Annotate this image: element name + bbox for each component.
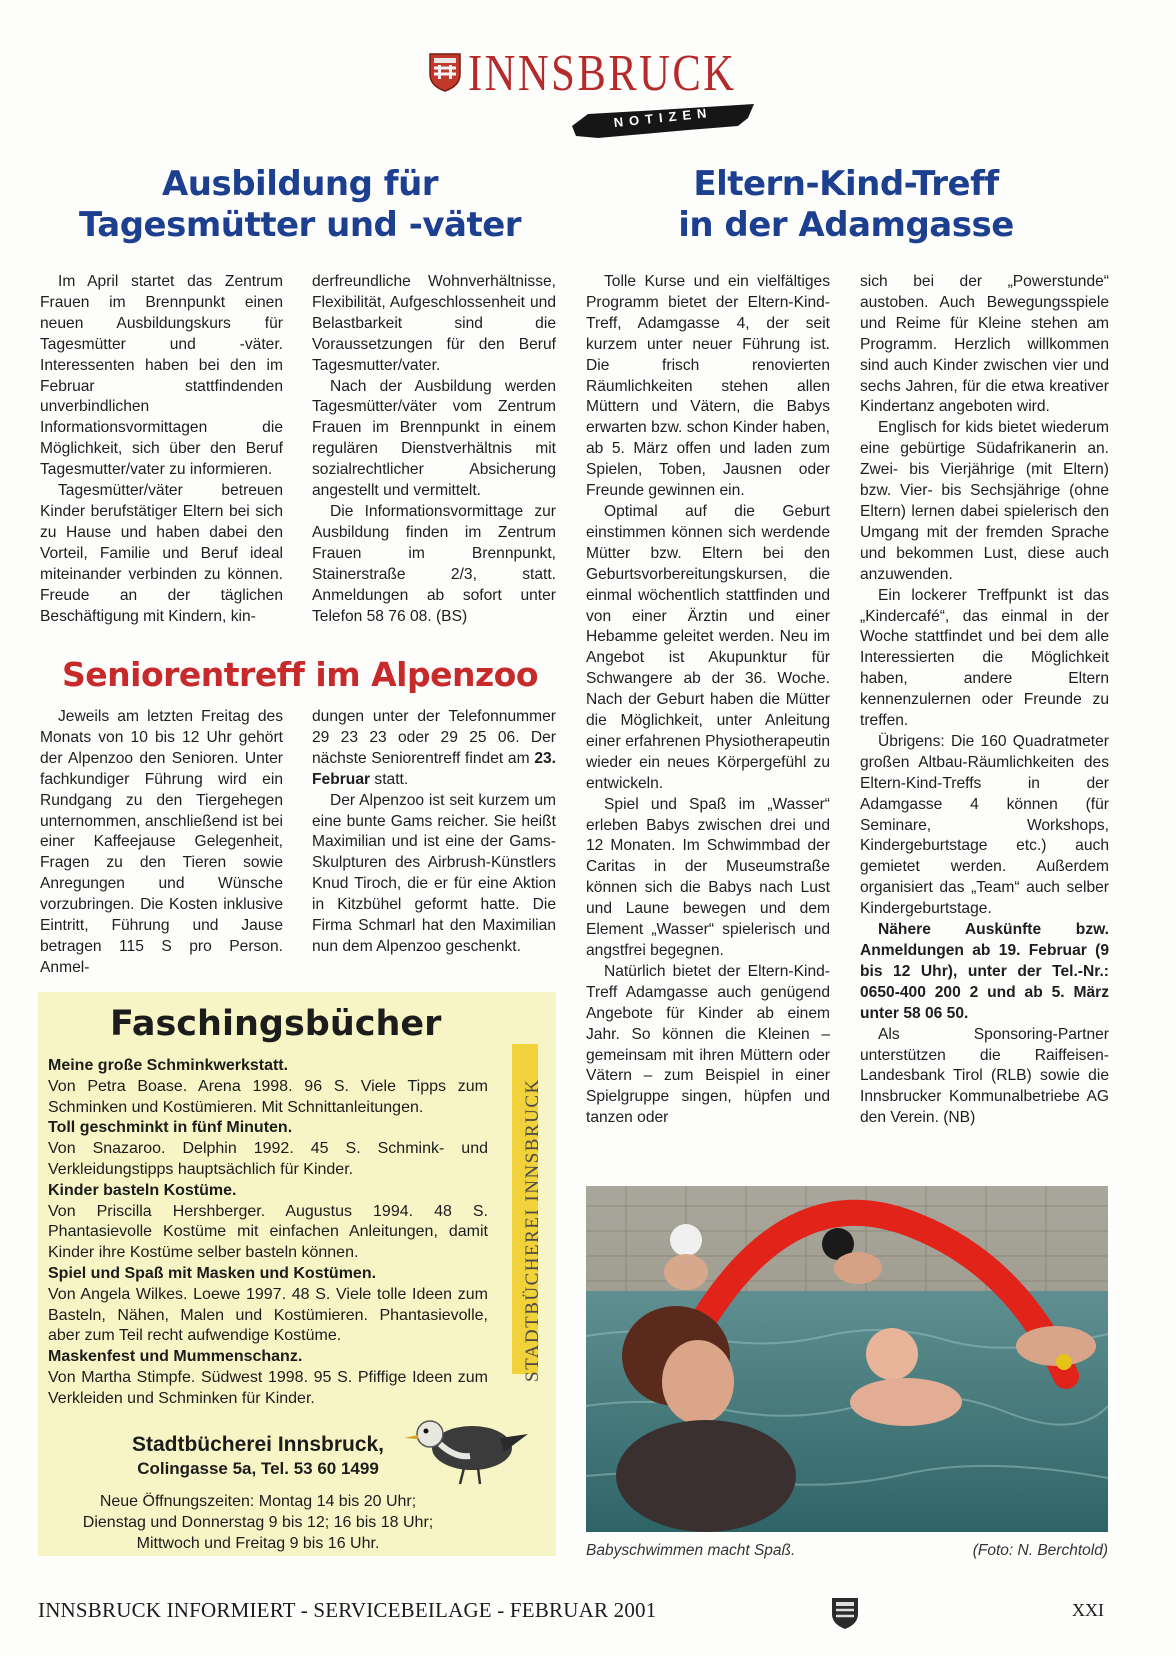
headline-tagesmuetter: [40, 164, 560, 246]
masthead: [428, 44, 748, 140]
paragraph: Tolle Kurse und ein vielfältiges Programm bietet der Eltern-Kind-Treff, Adamgasse 4, der seit kurzem unter neuer Führung ist. Die frisch renovierten Räumlichkeiten stehen allen Müttern und Vätern, die Babys erwarten bzw. schon Kinder haben, ab 5. März offen und laden zum Spielen, Toben, Jausnen oder Freunde gewinnen ein.: [586, 273, 830, 500]
contact-info: Nähere Auskünfte bzw. Anmeldungen ab 19. Februar (9 bis 12 Uhr), unter der Tel.-Nr.: 0650-400 200 2 und ab 5. März unter 58 06 50.: [860, 921, 1109, 1022]
hours-line: Mittwoch und Freitag 9 bis 16 Uhr.: [136, 1534, 380, 1552]
paragraph: [312, 707, 556, 791]
masthead-subtitle: NOTIZEN: [612, 104, 714, 131]
photo-caption: Babyschwimmen macht Spaß.: [586, 1542, 796, 1559]
book-item: [48, 1264, 488, 1347]
book-description: Von Martha Stimpfe. Südwest 1998. 95 S. Pfiffige Ideen zum Verkleiden und Schminken für Kinder.: [48, 1368, 488, 1407]
opening-hours: [38, 1492, 478, 1554]
babyschwimmen-photo: [586, 1186, 1108, 1532]
paragraph: Jeweils am letzten Freitag des Monats von 10 bis 12 Uhr gehört der Alpenzoo den Senioren. Unter fachkundiger Führung wird ein Rundgang zu den Tiergehegen unternommen, anschließend ist bei einer Kaffeejause Gelegenheit, Fragen zu den Tieren sowie Anregungen und Wünsche vorzubringen. Die Kosten inklusive Eintritt, Führung und Jause betragen 115 S pro Person. Anmel-: [40, 708, 283, 976]
book-title: Toll geschminkt in fünf Minuten.: [48, 1119, 293, 1137]
book-description: Von Angela Wilkes. Loewe 1997. 48 S. Viele tolle Ideen zum Basteln, Nähen, Malen und Kostümieren. Phantasievolle, aber zum Teil recht aufwendige Kostüme.: [48, 1285, 488, 1345]
headline-line-1: Eltern-Kind-Treff: [693, 164, 999, 204]
innsbruck-crest-icon: [428, 52, 462, 92]
elternkind-column-2: [860, 272, 1109, 1129]
faschingsbuecher-box: [38, 992, 556, 1556]
paragraph: Der Alpenzoo ist seit kurzem um eine bunte Gams reicher. Sie heißt Maximilian und ist eine der Gams-Skulpturen des Airbrush-Künstlers Knud Tiroch, die er für eine Aktion in Kitzbühel geformt hatte. Die Firma Schmarl hat den Maximilian nun dem Alpenzoo geschenkt.: [312, 791, 556, 955]
masthead-title: INNSBRUCK: [468, 45, 737, 102]
paragraph: derfreundliche Wohnverhältnisse, Flexibilität, Aufgeschlossenheit und Belastbarkeit sind die Voraussetzungen für den Beruf Tagesmutter/vater.: [312, 273, 556, 374]
tagesmuetter-column-1: [40, 272, 283, 627]
book-item: [48, 1347, 488, 1409]
headline-line-2: in der Adamgasse: [678, 205, 1014, 245]
library-street: Colingasse 5a, Tel. 53 60 1499: [137, 1459, 379, 1478]
headline-line-1: Ausbildung für: [161, 164, 439, 204]
tagesmuetter-column-2: [312, 272, 556, 627]
text-run: statt.: [370, 770, 409, 788]
hours-line: Neue Öffnungszeiten: Montag 14 bis 20 Uhr;: [99, 1493, 417, 1510]
paragraph: Tagesmütter/väter betreuen Kinder berufstätiger Eltern bei sich zu Hause und haben dabei den Vorteil, Familie und Beruf ideal miteinander verbinden zu können. Freude an der täglichen Beschäftigung mit Kindern, kin-: [40, 482, 283, 625]
paragraph: Nach der Ausbildung werden Tagesmütter/väter vom Zentrum Frauen im Brennpunkt in einem regulären Dienstverhältnis mit sozialrechtlicher Absicherung angestellt und vermittelt.: [312, 377, 556, 500]
paragraph: Als Sponsoring-Partner unterstützen die Raiffeisen-Landesbank Tirol (RLB) sowie die Innsbrucker Kommunalbetriebe AG den Verein. (NB): [860, 1025, 1109, 1127]
headline-seniorentreff: Seniorentreff im Alpenzoo: [62, 655, 538, 694]
stadtbuecherei-side-label: STADTBÜCHEREI INNSBRUCK: [522, 1078, 543, 1382]
faschingsbuecher-title: Faschingsbücher: [110, 1004, 442, 1044]
paragraph: Im April startet das Zentrum Frauen im Brennpunkt einen neuen Ausbildungskurs für Tagesmütter und -väter. Interessenten haben bei den im Februar stattfindenden unverbindlichen Informationsvormittagen die Möglichkeit, sich über den Beruf Tagesmutter/vater zu informieren.: [40, 273, 283, 479]
book-title: Kinder basteln Kostüme.: [48, 1181, 237, 1199]
book-item: [48, 1181, 488, 1264]
seniorentreff-column-1: [40, 707, 283, 979]
paragraph: Natürlich bietet der Eltern-Kind-Treff Adamgasse auch genügend Angebote für Kinder ab einem Jahr. So können die Kleinen – gemeinsam mit ihren Müttern oder Vätern – zum Beispiel in einer Spielgruppe singen, hüpfen und tanzen oder: [586, 962, 830, 1127]
paragraph: Ein lockerer Treffpunkt ist das „Kindercafé“, das einmal in der Woche stattfindet und bei dem alle Interessierten die Möglichkeit haben, andere Eltern kennenzulernen oder Freunde zu treffen.: [860, 586, 1109, 730]
book-description: Von Snazaroo. Delphin 1992. 45 S. Schmink- und Verkleidungstipps hauptsächlich für Kinder.: [48, 1140, 488, 1178]
text-run: dungen unter der Telefonnummer 29 23 23 oder 29 25 06. Der nächste Seniorentreff findet am: [312, 708, 556, 767]
book-item: [48, 1056, 488, 1118]
headline-elternkind: [586, 164, 1106, 246]
paragraph: sich bei der „Powerstunde“ austoben. Auch Bewegungsspiele und Reime für Kleine stehen am Programm. Herzlich willkommen sind auch Kinder zwischen vier und sechs Jahren, für die etwa kreativer Kindertanz angeboten wird.: [860, 273, 1109, 416]
book-title: Spiel und Spaß mit Masken und Kostümen.: [48, 1264, 377, 1282]
innsbruck-crest-icon: [830, 1596, 860, 1630]
headline-line-2: Tagesmütter und -väter: [78, 205, 522, 245]
paragraph: Englisch for kids bietet wiederum eine gebürtige Südafrikanerin an. Zwei- bis Vierjährige (mit Eltern) bzw. Vier- bis Sechsjährige (ohne Eltern) lernen dabei spielerisch den Umgang mit der fremden Sprache und bekommen Lust, diese auch anzuwenden.: [860, 419, 1109, 583]
photo-credit: (Foto: N. Berchtold): [972, 1542, 1108, 1559]
book-list: [48, 1056, 488, 1410]
book-item: [48, 1118, 488, 1180]
seniorentreff-column-2: [312, 707, 556, 958]
paragraph: Die Informationsvormittage zur Ausbildung finden im Zentrum Frauen im Brennpunkt, Stainerstraße 2/3, statt. Anmeldungen ab sofort unter Telefon 58 76 08. (BS): [312, 502, 556, 625]
footer-text: INNSBRUCK INFORMIERT - SERVICEBEILAGE - FEBRUAR 2001: [38, 1598, 657, 1622]
page-number: XXI: [1072, 1600, 1104, 1620]
book-description: Von Priscilla Hershberger. Augustus 1994. 48 S. Phantasievolle Kostüme mit einfachen Anleitungen, damit Kinder ihre Kostüme selber basteln können.: [48, 1202, 488, 1262]
book-title: Maskenfest und Mummenschanz.: [48, 1348, 303, 1366]
hours-line: Dienstag und Donnerstag 9 bis 12; 16 bis 18 Uhr;: [82, 1513, 434, 1531]
date-highlight: 23. Februar: [312, 749, 556, 788]
book-title: Meine große Schminkwerkstatt.: [48, 1057, 289, 1074]
library-name: Stadtbücherei Innsbruck,: [131, 1433, 385, 1456]
paragraph: Spiel und Spaß im „Wasser“ erleben Babys zwischen drei und 12 Monaten. Im Schwimmbad der Caritas in der Museumstraße können sich die Babys nach Lust und Laune bewegen und dem Element „Wasser“ spielerisch und angstfrei begegnen.: [586, 795, 830, 959]
paragraph: Optimal auf die Geburt einstimmen können sich werdende Mütter bzw. Eltern bei den Geburtsvorbereitungskursen, die einmal wöchentlich stattfinden und von einer Ärztin und einer Hebamme geleitet werden. Neu im Angebot ist Akupunktur für Schwangere ab der 36. Woche. Nach der Geburt haben die Mütter die Möglichkeit, unter Anleitung einer erfahrenen Physiotherapeutin wieder ein neues Körpergefühl zu entwickeln.: [586, 502, 830, 792]
elternkind-column-1: [586, 272, 830, 1129]
book-description: Von Petra Boase. Arena 1998. 96 S. Viele Tipps zum Schminken und Kostümieren. Mit Schnittanleitungen.: [48, 1077, 488, 1116]
paragraph: Übrigens: Die 160 Quadratmeter großen Altbau-Räumlichkeiten des Eltern-Kind-Treffs in der Adamgasse 4 können (für Seminare, Workshops, Kindergeburtstage etc.) auch gemietet werden. Außerdem organisiert das „Team“ auch selber Kindergeburtstage.: [860, 732, 1109, 918]
library-address: [38, 1432, 478, 1480]
